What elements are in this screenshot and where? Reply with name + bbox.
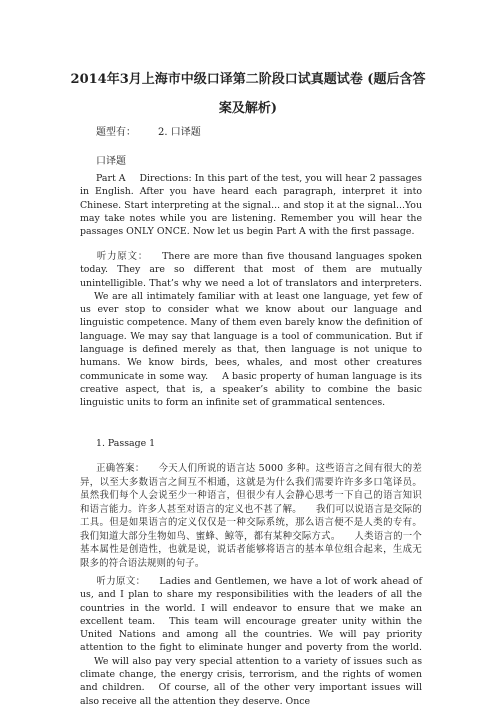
part-a-label: Part A <box>96 173 126 184</box>
passage1-source <box>80 250 422 410</box>
passage2-sentence-1: Ladies and Gentlemen, we have a lot of work ahead of us, and I plan to share my responsibilities with the leaders of all the countries in the world. I will endeavor to ensure that we make an excellent team. <box>80 576 422 627</box>
passage2-sentence-3: We will also pay very special attention to a variety of issues such as climate change, the energy crisis, terrorism, and the rights of women and children. <box>80 655 422 694</box>
answer1-sentence-2: 我们可以说语言是交际的工具。但是如果语言的定义仅仅是一种交际系统，那么语言便不是人类的专有。我们知道大部分生物如鸟、蜜蜂、鲸等，都有某种交际方式。 <box>80 503 423 542</box>
page-title: 2014年3月上海市中级口译第二阶段口试真题试卷 (题后含答案及解析) <box>70 72 426 116</box>
question-type-line <box>96 123 201 138</box>
answer1-label: 正确答案： <box>96 463 145 474</box>
passage2-sentence-4: Of course, all of the other very important issues will also receive all the attention they deserve. Once <box>80 682 422 707</box>
answer1 <box>80 462 422 570</box>
passage1-sentence-2: We are all intimately familiar with at least one language, yet few of us ever stop to consider what we know about our language and linguistic competence. Many of them even barely know the definition of language. We may say that language is a tool of communication. But if language is defined merely as that, then language is not unique to humans. We know birds, bees, whales, and most other creatures communicate in some way. <box>80 290 422 382</box>
passage1-sentence-3: A basic property of human language is its creative aspect, that is, a speaker’s ability to combine the basic linguistic units to form an infinite set of grammatical sentences. <box>80 370 422 409</box>
question-type-label: 题型有： <box>96 127 136 138</box>
part-a-text: Directions: In this part of the test, you will hear 2 passages in English. After you have heard each paragraph, interpret it into Chinese. Start interpreting at the signal... and stop it at the signal...You may take notes while you are listening. Remember you will hear the passages ONLY ONCE. Now let us begin Part A with the first passage. <box>80 173 422 238</box>
passage2-source <box>80 575 422 708</box>
answer1-sentence-3: 人类语言的一个基本属性是创造性，也就是说，说话者能够将语言的基本单位组合起来，生成无限多的符合语法规则的句子。 <box>80 530 422 569</box>
passage2-source-label: 听力原文： <box>96 576 146 587</box>
section-heading: 口译题 <box>96 156 126 167</box>
question-type-value: 2. 口译题 <box>158 127 201 138</box>
item-passage-1: 1. Passage 1 <box>96 438 156 449</box>
passage2-sentence-2: This team will encourage greater unity within the United Nations and among all the countries. We will pay priority attention to the fight to eliminate hunger and poverty from the world. <box>80 615 422 654</box>
part-a-directions <box>80 172 422 238</box>
answer1-sentence-1: 今天人们所说的语言达 5000 多种。这些语言之间有很大的差异，以至大多数语言之间互不相通，这就是为什么我们需要许许多多口笔译员。虽然我们每个人会说至少一种语言，但很少有人会静心思考一下自己的语言知识和语言能力。许多人甚至对语言的定义也不甚了解。 <box>80 463 422 515</box>
passage1-sentence-1: There are more than five thousand languages spoken today. They are so different that most of them are mutually unintelligible. That’s why we need a lot of translators and interpreters. <box>80 251 422 289</box>
passage1-source-label: 听力原文： <box>96 251 149 262</box>
